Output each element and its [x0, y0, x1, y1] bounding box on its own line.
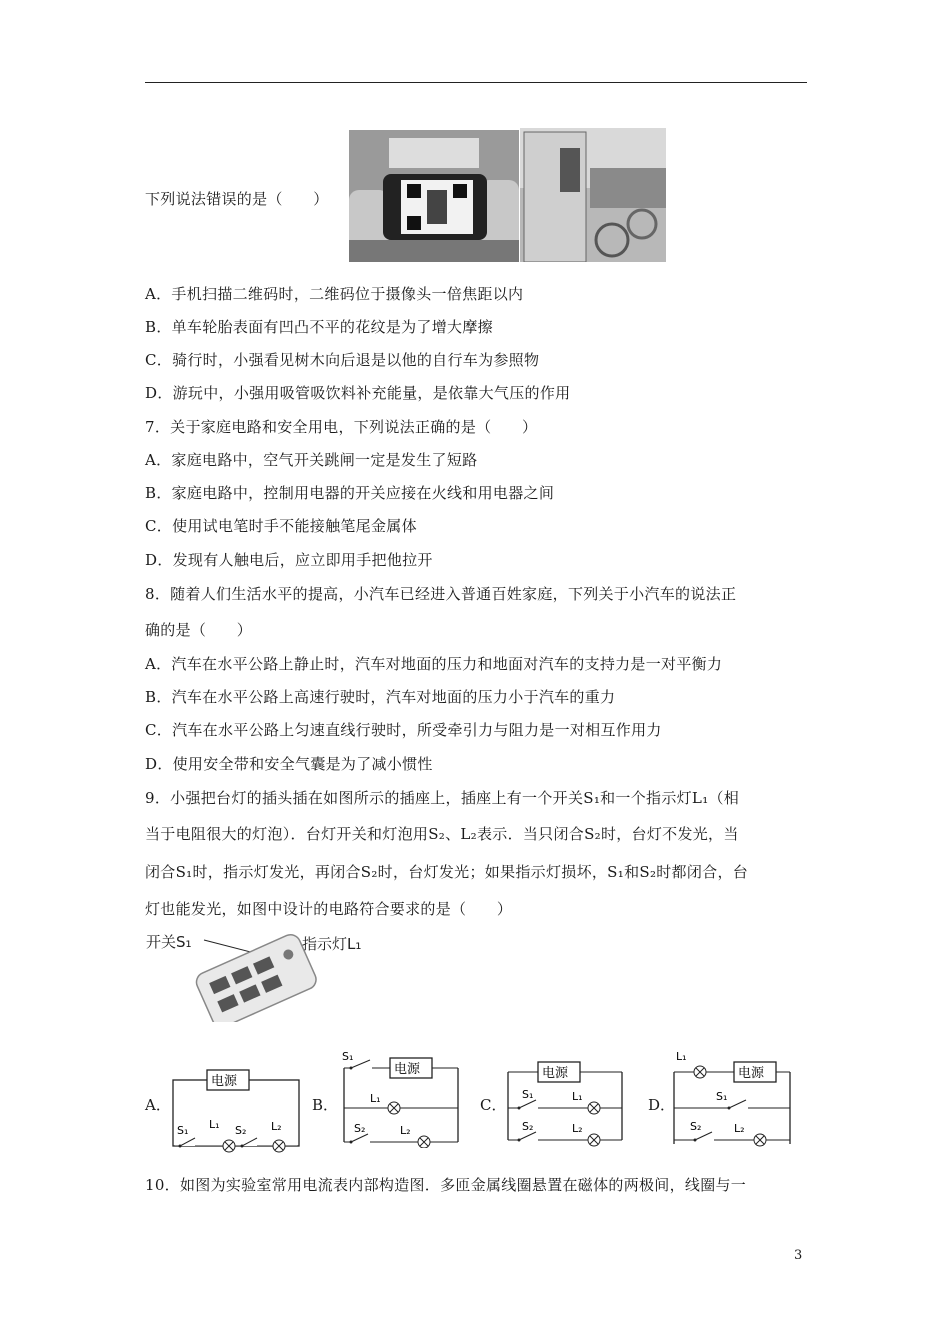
q8-option-b: B．汽车在水平公路上高速行驶时，汽车对地面的压力小于汽车的重力 — [145, 688, 616, 706]
q6-stem: 下列说法错误的是（ ） — [145, 190, 329, 208]
l1-label: L₁ — [370, 1092, 381, 1105]
q7-stem: 7．关于家庭电路和安全用电，下列说法正确的是（ ） — [145, 418, 538, 436]
circuit-d — [668, 1048, 800, 1148]
q9-stem-line-1: 9．小强把台灯的插头插在如图所示的插座上，插座上有一个开关S₁和一个指示灯L₁（相 — [145, 789, 740, 807]
power-label: 电源 — [542, 1066, 569, 1081]
l1-label: L₁ — [572, 1090, 583, 1103]
header-rule — [145, 82, 807, 83]
q6-option-b: B．单车轮胎表面有凹凸不平的花纹是为了增大摩擦 — [145, 318, 493, 336]
s1-label: S₁ — [716, 1090, 728, 1103]
s1-label: S₁ — [522, 1088, 534, 1101]
q7-option-c: C．使用试电笔时手不能接触笔尾金属体 — [145, 517, 417, 535]
q9-stem-line-3: 闭合S₁时，指示灯发光，再闭合S₂时，台灯发光；如果指示灯损坏，S₁和S₂时都闭合，台 — [145, 863, 749, 881]
q7-option-d: D．发现有人触电后，应立即用手把他拉开 — [145, 551, 433, 569]
circuit-b — [334, 1048, 464, 1148]
l1-label: L₁ — [676, 1050, 687, 1063]
q8-option-d: D．使用安全带和安全气囊是为了减小惯性 — [145, 755, 433, 773]
q8-option-c: C．汽车在水平公路上匀速直线行驶时，所受牵引力与阻力是一对相互作用力 — [145, 721, 662, 739]
socket-lamp-label: 指示灯L₁ — [302, 935, 362, 953]
page-number: 3 — [794, 1248, 803, 1263]
s2-label: S₂ — [354, 1122, 366, 1135]
power-label: 电源 — [394, 1062, 421, 1077]
q8-stem-line-2: 确的是（ ） — [145, 621, 253, 639]
socket-figure — [142, 926, 402, 1022]
q7-option-a: A．家庭电路中，空气开关跳闸一定是发生了短路 — [145, 451, 478, 469]
power-label: 电源 — [211, 1074, 238, 1089]
bike-sharing-photo — [520, 128, 666, 262]
s2-label: S₂ — [690, 1120, 702, 1133]
s1-label: S₁ — [342, 1050, 354, 1063]
l2-label: L₂ — [400, 1124, 411, 1137]
circuit-option-a-label: A． — [145, 1096, 171, 1114]
q6-option-a: A．手机扫描二维码时，二维码位于摄像头一倍焦距以内 — [145, 285, 524, 303]
l2-label: L₂ — [734, 1122, 745, 1135]
l2-label: L₂ — [271, 1120, 282, 1133]
s1-label: S₁ — [177, 1124, 189, 1137]
s2-label: S₂ — [235, 1124, 247, 1137]
q9-stem-line-4: 灯也能发光，如图中设计的电路符合要求的是（ ） — [145, 900, 513, 918]
q6-option-c: C．骑行时，小强看见树木向后退是以他的自行车为参照物 — [145, 351, 540, 369]
s2-label: S₂ — [522, 1120, 534, 1133]
l2-label: L₂ — [572, 1122, 583, 1135]
q8-option-a: A．汽车在水平公路上静止时，汽车对地面的压力和地面对汽车的支持力是一对平衡力 — [145, 655, 723, 673]
circuit-option-d-label: D． — [648, 1096, 676, 1114]
qr-scan-photo — [349, 130, 519, 262]
l1-label: L₁ — [209, 1118, 220, 1131]
power-label: 电源 — [738, 1066, 765, 1081]
circuit-option-c-label: C． — [480, 1096, 507, 1114]
q8-stem-line-1: 8．随着人们生活水平的提高，小汽车已经进入普通百姓家庭，下列关于小汽车的说法正 — [145, 585, 737, 603]
socket-switch-label: 开关S₁ — [146, 933, 192, 951]
q6-option-d: D．游玩中，小强用吸管吸饮料补充能量，是依靠大气压的作用 — [145, 384, 571, 402]
q10-stem: 10．如图为实验室常用电流表内部构造图．多匝金属线圈悬置在磁体的两极间，线圈与一 — [145, 1176, 747, 1194]
circuit-option-b-label: B． — [312, 1096, 339, 1114]
q7-option-b: B．家庭电路中，控制用电器的开关应接在火线和用电器之间 — [145, 484, 555, 502]
circuit-a — [165, 1064, 305, 1154]
q9-stem-line-2: 当于电阻很大的灯泡）．台灯开关和灯泡用S₂、L₂表示．当只闭合S₂时，台灯不发光，当 — [145, 825, 739, 843]
circuit-c — [500, 1054, 630, 1150]
